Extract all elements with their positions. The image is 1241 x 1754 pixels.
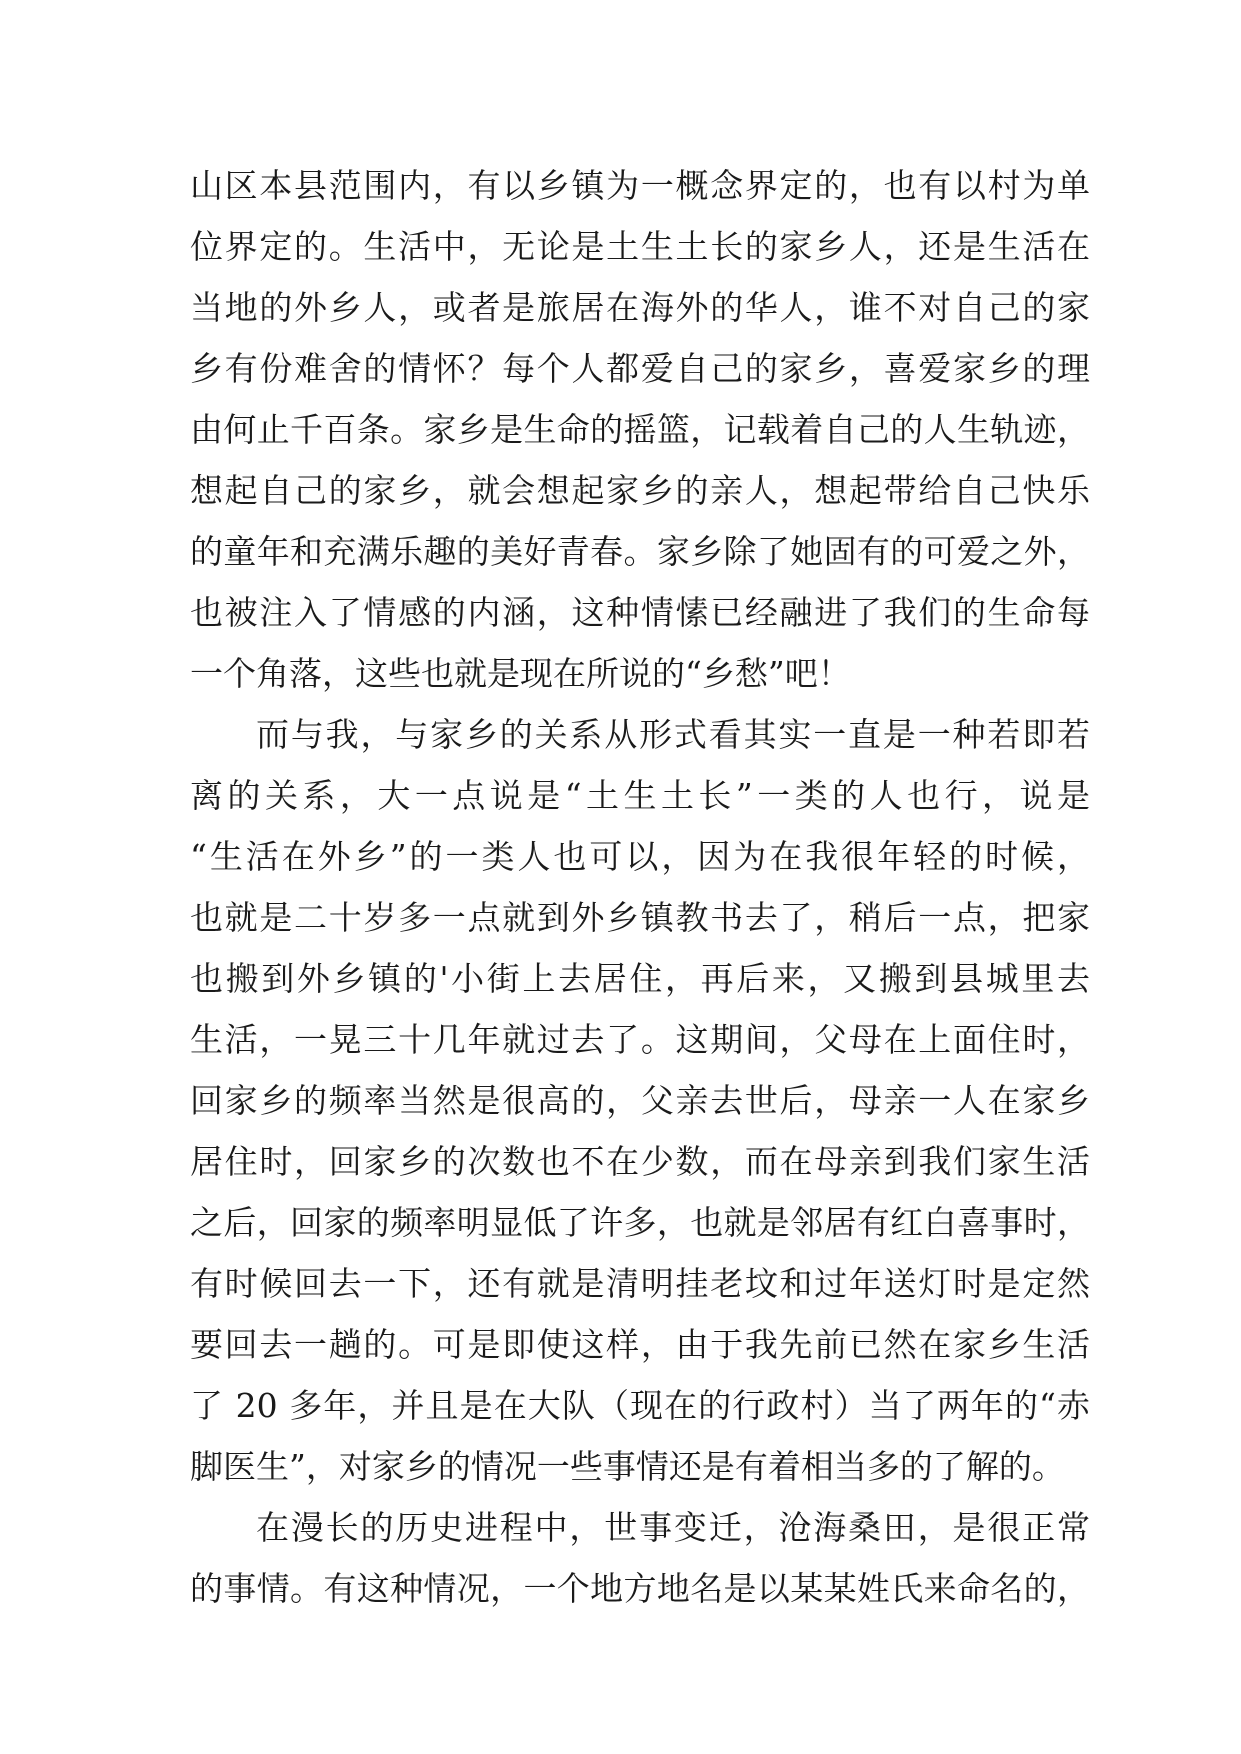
text-line: 离的关系，大一点说是“土生土长”一类的人也行，说是 [190,776,1090,815]
text-line: 乡有份难舍的情怀？每个人都爱自己的家乡，喜爱家乡的理 [190,349,1090,388]
text-line: 想起自己的家乡，就会想起家乡的亲人，想起带给自己快乐 [190,471,1090,510]
body-text [190,155,1090,1619]
text-line: 生活，一晃三十几年就过去了。这期间，父母在上面住时， [190,1020,1090,1059]
paragraph-3 [190,1497,1090,1619]
text-line: 居住时，回家乡的次数也不在少数，而在母亲到我们家生活 [190,1142,1090,1181]
text-line: 之后，回家的频率明显低了许多，也就是邻居有红白喜事时， [190,1203,1090,1242]
paragraph-1 [190,155,1090,704]
paragraph-2 [190,704,1090,1497]
text-line: “生活在外乡”的一类人也可以，因为在我很年轻的时候， [190,837,1090,876]
text-line: 的童年和充满乐趣的美好青春。家乡除了她固有的可爱之外， [190,532,1090,571]
text-line: 而与我，与家乡的关系从形式看其实一直是一种若即若 [256,715,1090,754]
text-line: 的事情。有这种情况，一个地方地名是以某某姓氏来命名的， [190,1569,1090,1608]
text-line: 回家乡的频率当然是很高的，父亲去世后，母亲一人在家乡 [190,1081,1090,1120]
text-line: 由何止千百条。家乡是生命的摇篮，记载着自己的人生轨迹， [190,410,1090,449]
text-line: 在漫长的历史进程中，世事变迁，沧海桑田，是很正常 [256,1508,1090,1547]
text-line: 也就是二十岁多一点就到外乡镇教书去了，稍后一点，把家 [190,898,1090,937]
text-line: 也被注入了情感的内涵，这种情愫已经融进了我们的生命每 [190,593,1090,632]
text-line: 山区本县范围内，有以乡镇为一概念界定的，也有以村为单 [190,166,1090,205]
text-line: 要回去一趟的。可是即使这样，由于我先前已然在家乡生活 [190,1325,1090,1364]
text-line: 当地的外乡人，或者是旅居在海外的华人，谁不对自己的家 [190,288,1090,327]
text-line: 了 20 多年，并且是在大队（现在的行政村）当了两年的“赤 [190,1386,1090,1425]
text-line: 有时候回去一下，还有就是清明挂老坟和过年送灯时是定然 [190,1264,1090,1303]
text-line: 也搬到外乡镇的'小街上去居住，再后来，又搬到县城里去 [190,959,1090,998]
text-line: 位界定的。生活中，无论是土生土长的家乡人，还是生活在 [190,227,1090,266]
text-line: 一个角落，这些也就是现在所说的“乡愁”吧！ [190,654,851,693]
text-line: 脚医生”，对家乡的情况一些事情还是有着相当多的了解的。 [190,1447,1065,1486]
